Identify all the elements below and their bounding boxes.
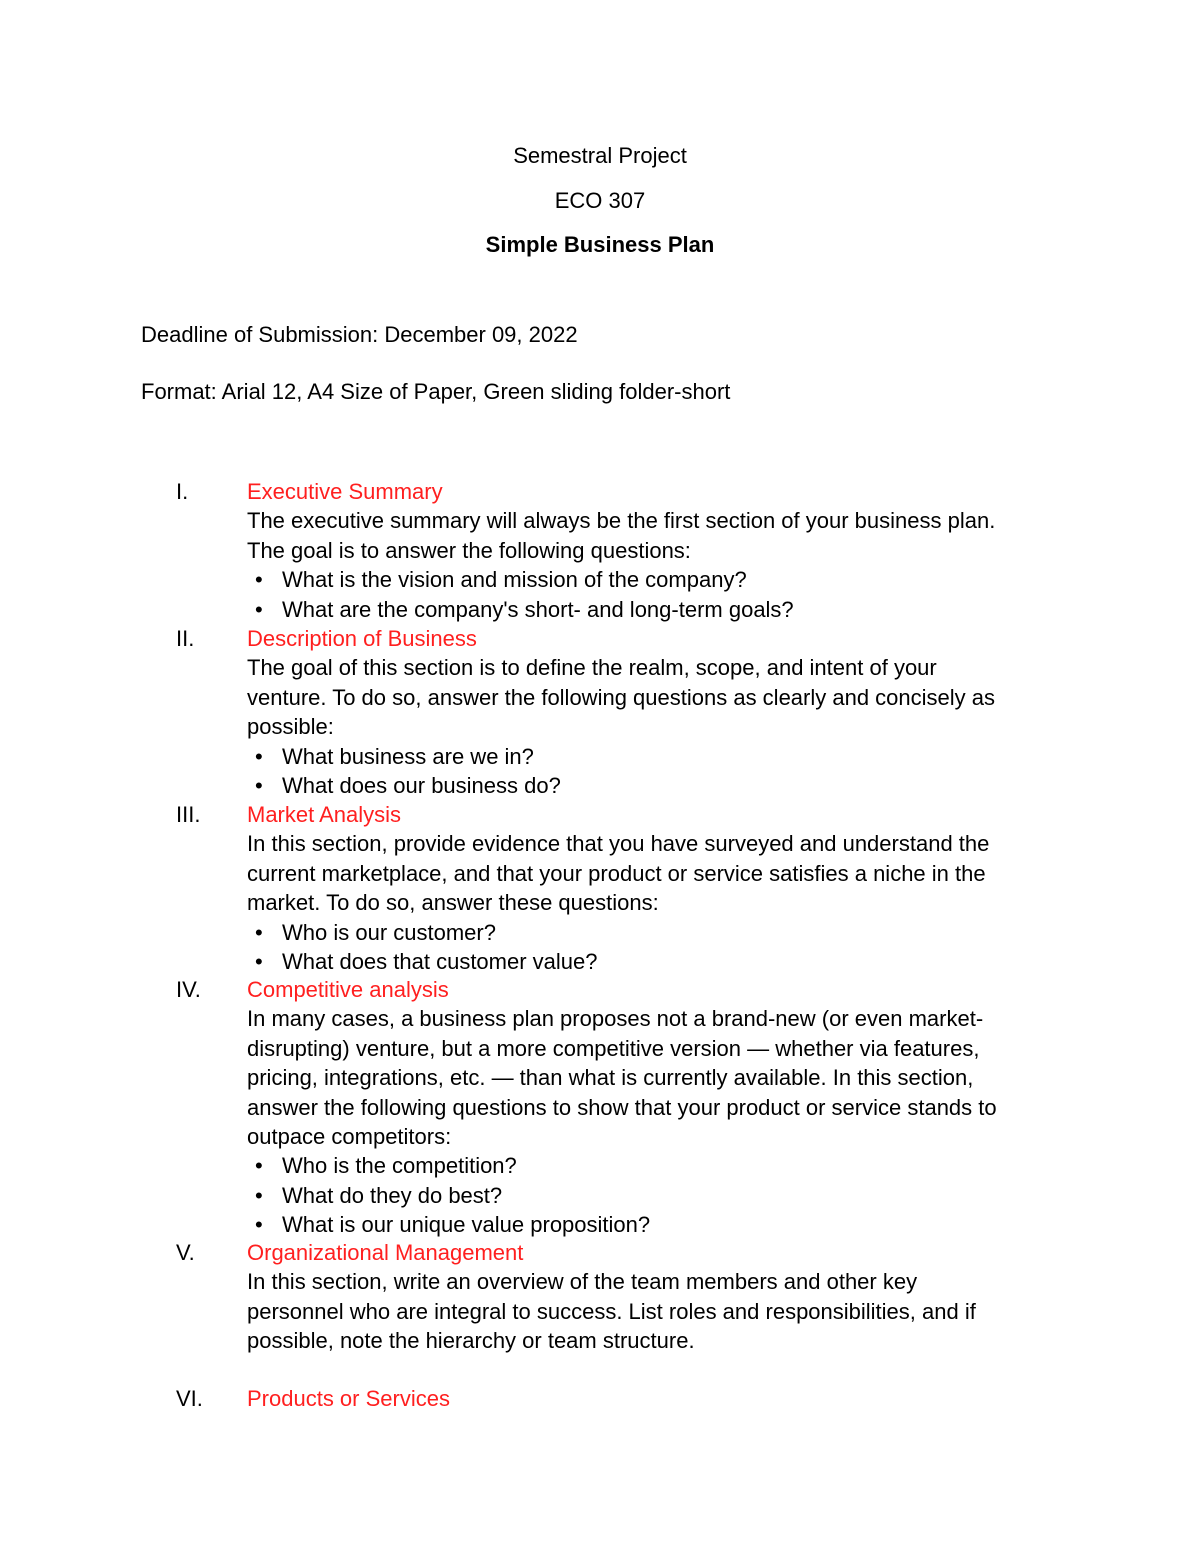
section-numeral: II. [176, 626, 195, 651]
section-text-line: possible, note the hierarchy or team structure. [247, 1328, 695, 1354]
section-content [247, 1238, 1067, 1356]
question-list [247, 742, 1067, 801]
section-text-line: possible: [247, 714, 334, 740]
section-text-line: current marketplace, and that your product or service satisfies a niche in the [247, 860, 986, 886]
question-list [247, 1151, 1067, 1239]
question-item: • What business are we in? [247, 742, 1067, 771]
section-content [247, 477, 1067, 624]
document-subtitle: Semestral Project [513, 143, 687, 168]
section-text-line: venture. To do so, answer the following questions as clearly and concisely as [247, 684, 996, 710]
question-item: • What is our unique value proposition? [247, 1210, 1067, 1239]
section-text-line: pricing, integrations, etc. — than what is currently available. In this section, [247, 1065, 974, 1091]
question-item: • What are the company's short- and long-term goals? [247, 595, 1067, 624]
section-content [247, 800, 1067, 976]
question-item: • What does that customer value? [247, 947, 1067, 976]
question-item: • Who is our customer? [247, 918, 1067, 947]
question-item: • What do they do best? [247, 1181, 1067, 1210]
section-title: Market Analysis [247, 802, 402, 827]
document-title: Simple Business Plan [485, 232, 715, 257]
course-code: ECO 307 [554, 188, 646, 213]
section-numeral: VI. [176, 1386, 203, 1411]
section-text-line: In many cases, a business plan proposes not a brand-new (or even market- [247, 1006, 984, 1032]
section-title: Description of Business [247, 626, 477, 651]
section-text-line: The goal of this section is to define the realm, scope, and intent of your [247, 655, 937, 681]
section-title: Products or Services [247, 1386, 450, 1411]
section-content [247, 624, 1067, 800]
section-text-line: In this section, provide evidence that you have surveyed and understand the [247, 831, 990, 857]
section-text-line: disrupting) venture, but a more competitive version — whether via features, [247, 1035, 980, 1061]
section-text-line: market. To do so, answer these questions: [247, 890, 659, 916]
section-title: Competitive analysis [247, 977, 449, 1002]
section-text-line: outpace competitors: [247, 1124, 452, 1150]
section-text-line: In this section, write an overview of the team members and other key [247, 1269, 918, 1295]
question-list [247, 918, 1067, 977]
section-numeral: V. [176, 1240, 195, 1265]
section-text-line: personnel who are integral to success. List roles and responsibilities, and if [247, 1298, 976, 1324]
section-content [247, 975, 1067, 1240]
section-title: Organizational Management [247, 1240, 524, 1265]
section-title: Executive Summary [247, 479, 443, 504]
section-text-line: answer the following questions to show that your product or service stands to [247, 1094, 997, 1120]
section-text-line: The executive summary will always be the first section of your business plan. [247, 508, 996, 534]
format-text: Format: Arial 12, A4 Size of Paper, Green sliding folder-short [141, 379, 731, 404]
question-item: • What is the vision and mission of the company? [247, 565, 1067, 594]
section-numeral: III. [176, 802, 201, 827]
section-content [247, 1384, 1067, 1413]
question-item: • Who is the competition? [247, 1151, 1067, 1180]
section-numeral: I. [176, 479, 189, 504]
section-text-line: The goal is to answer the following questions: [247, 537, 691, 563]
section-numeral: IV. [176, 977, 201, 1002]
question-item: • What does our business do? [247, 771, 1067, 800]
question-list [247, 565, 1067, 624]
deadline-text: Deadline of Submission: December 09, 2022 [141, 322, 578, 347]
